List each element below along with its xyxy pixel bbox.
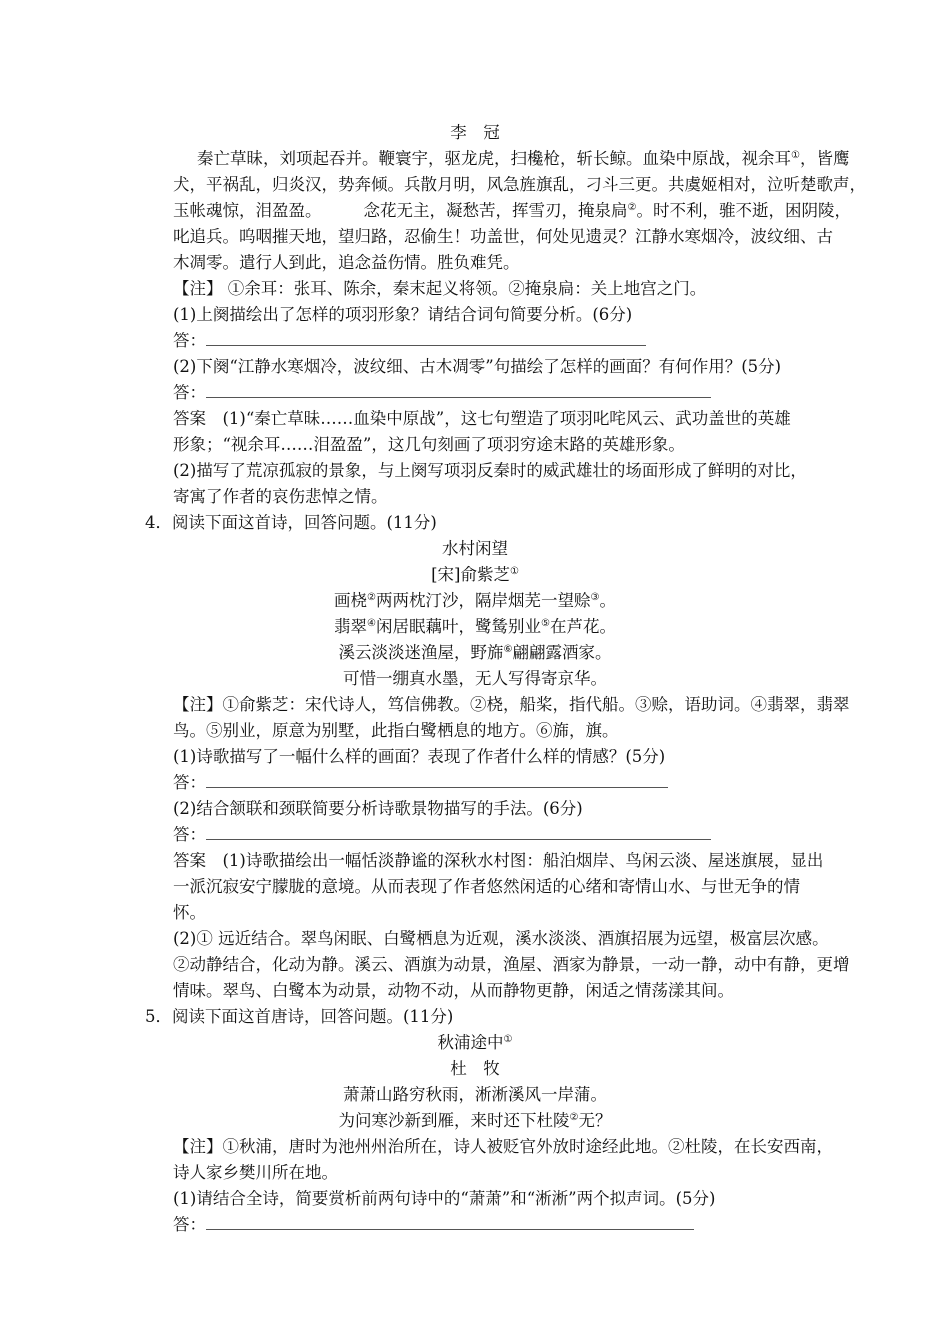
q4-note-2: 鸟。⑤别业，原意为别墅，此指白鹭栖息的地方。⑥旆，旗。 xyxy=(173,721,619,740)
q4-heading: 4．阅读下面这首诗，回答问题。(11分) xyxy=(145,513,437,532)
q4-note-1: 【注】①俞紫芝：宋代诗人，笃信佛教。②桡，船桨，指代船。③赊，语助词。④翡翠，翡翠 xyxy=(173,695,850,714)
poem1-note: 【注】 ①余耳：张耳、陈余，秦末起义将领。②掩泉扃：关上地宫之门。 xyxy=(173,279,707,298)
q4-verse-2: 翡翠④闲居眠藕叶，鹭鸶别业⑤在芦花。 xyxy=(334,617,616,636)
q4-answer-2: 答： xyxy=(173,822,711,848)
poem1-answer-key-3: (2)描写了荒凉孤寂的景象，与上阕写项羽反秦时的威武雄壮的场面形成了鲜明的对比， xyxy=(173,461,807,480)
q5-heading: 5．阅读下面这首唐诗，回答问题。(11分) xyxy=(145,1007,454,1026)
poem1-line-1: 秦亡草昧，刘项起吞并。鞭寰宇，驱龙虎，扫欃枪，斩长鲸。血染中原战，视余耳①，皆鹰 xyxy=(197,149,850,168)
q5-answer-1: 答： xyxy=(173,1212,694,1238)
q4-poem-author: [宋]俞紫芝① xyxy=(431,565,519,584)
poem1-author: 李 冠 xyxy=(450,123,500,142)
poem1-line-2: 犬，平祸乱，归炎汉，势奔倾。兵散月明，风急旌旗乱，刁斗三更。共虞姬相对，泣听楚歌声， xyxy=(173,175,866,194)
q4-poem-title: 水村闲望 xyxy=(442,539,508,558)
q5-question-1: (1)请结合全诗，简要赏析前两句诗中的“萧萧”和“淅淅”两个拟声词。(5分) xyxy=(173,1189,716,1208)
q4-answer-key-6: 情味。翠鸟、白鹭本为动景，动物不动，从而静物更静，闲适之情荡漾其间。 xyxy=(173,981,734,1000)
q5-poem-title: 秋浦途中① xyxy=(437,1033,513,1052)
answer-blank[interactable] xyxy=(206,331,646,346)
poem1-answer-key-2: 形象；“视余耳……泪盈盈”，这几句刻画了项羽穷途末路的英雄形象。 xyxy=(173,435,685,454)
poem1-line-3: 玉帐魂惊，泪盈盈。 念花无主，凝愁苦，挥雪刃，掩泉扃②。时不利，骓不逝，困阴陵， xyxy=(173,201,851,220)
answer-blank[interactable] xyxy=(206,1215,694,1230)
q4-answer-key-2: 一派沉寂安宁朦胧的意境。从而表现了作者悠然闲适的心绪和寄情山水、与世无争的情 xyxy=(173,877,800,896)
answer-blank[interactable] xyxy=(206,825,711,840)
poem1-question-2: (2)下阕“江静水寒烟冷，波纹细、古木凋零”句描绘了怎样的画面？有何作用？(5分) xyxy=(173,357,782,376)
q5-verse-2: 为问寒沙新到雁，来时还下杜陵②无？ xyxy=(338,1111,612,1130)
q5-note-2: 诗人家乡樊川所在地。 xyxy=(173,1163,338,1182)
q4-verse-3: 溪云淡淡迷渔屋，野旆⑥翩翩露酒家。 xyxy=(338,643,612,662)
q4-question-1: (1)诗歌描写了一幅什么样的画面？表现了作者什么样的情感？(5分) xyxy=(173,747,666,766)
poem1-question-1: (1)上阕描绘出了怎样的项羽形象？请结合词句简要分析。(6分) xyxy=(173,305,633,324)
poem1-answer-key-4: 寄寓了作者的哀伤悲悼之情。 xyxy=(173,487,388,506)
q5-note-1: 【注】①秋浦，唐时为池州州治所在，诗人被贬官外放时途经此地。②杜陵，在长安西南， xyxy=(173,1137,833,1156)
q4-answer-key-1: 答案 (1)诗歌描绘出一幅恬淡静谧的深秋水村图：船泊烟岸、鸟闲云淡、屋迷旗展，显出 xyxy=(173,851,824,870)
poem1-answer-2: 答： xyxy=(173,380,711,406)
q4-verse-4: 可惜一绷真水墨，无人写得寄京华。 xyxy=(343,669,607,688)
q4-answer-1: 答： xyxy=(173,770,668,796)
q5-verse-1: 萧萧山路穷秋雨，淅淅溪风一岸蒲。 xyxy=(343,1085,607,1104)
poem1-line-5: 木凋零。遣行人到此，追念益伤情。胜负难凭。 xyxy=(173,253,520,272)
answer-blank[interactable] xyxy=(206,773,668,788)
q4-answer-key-4: (2)① 远近结合。翠鸟闲眠、白鹭栖息为近观，溪水淡淡、酒旗招展为远望，极富层次感。 xyxy=(173,929,829,948)
q4-question-2: (2)结合颔联和颈联简要分析诗歌景物描写的手法。(6分) xyxy=(173,799,583,818)
poem1-answer-key-1: 答案 (1)“秦亡草昧……血染中原战”，这七句塑造了项羽叱咤风云、武功盖世的英雄 xyxy=(173,409,791,428)
poem1-line-4: 叱追兵。呜咽摧天地，望归路，忍偷生！功盖世，何处见遗灵？江静水寒烟冷，波纹细、古 xyxy=(173,227,833,246)
q4-answer-key-3: 怀。 xyxy=(173,903,206,922)
q4-answer-key-5: ②动静结合，化动为静。溪云、酒旗为动景，渔屋、酒家为静景，一动一静，动中有静，更增 xyxy=(173,955,850,974)
answer-blank[interactable] xyxy=(206,383,711,398)
q4-verse-1: 画桡②两两枕汀沙，隔岸烟芜一望赊③。 xyxy=(334,591,616,610)
poem1-answer-1: 答： xyxy=(173,328,646,354)
q5-poem-author: 杜 牧 xyxy=(450,1059,500,1078)
